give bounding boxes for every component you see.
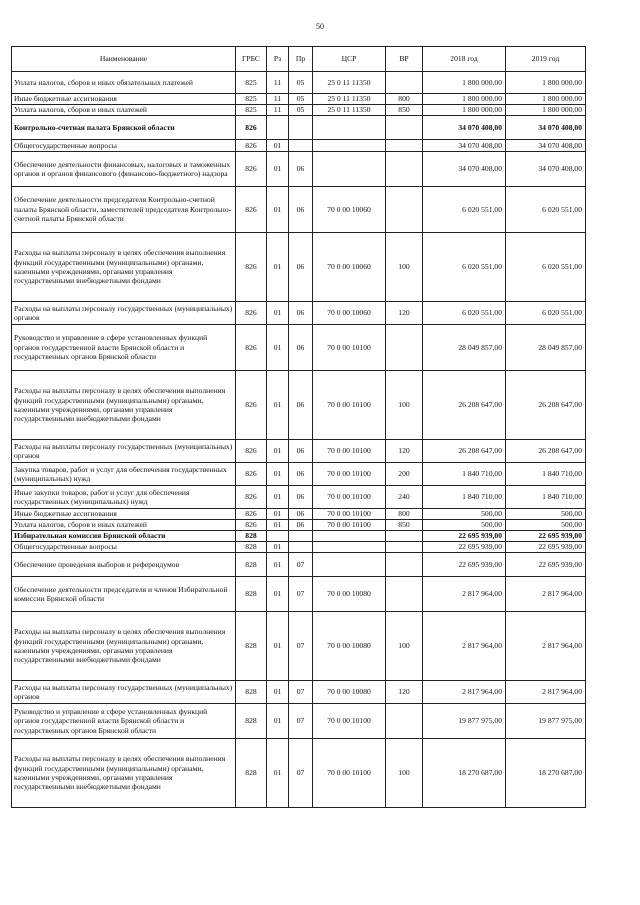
cell-grbs: 825 xyxy=(236,105,267,116)
cell-y2018: 2 817 964,00 xyxy=(423,612,506,681)
cell-rz: 01 xyxy=(267,187,289,233)
cell-y2018: 2 817 964,00 xyxy=(423,681,506,704)
col-header-grbs: ГРБС xyxy=(236,47,267,72)
cell-grbs: 828 xyxy=(236,531,267,542)
cell-y2019: 500,00 xyxy=(506,509,586,520)
cell-name: Иные бюджетные ассигнования xyxy=(12,509,236,520)
cell-y2018: 6 020 551,00 xyxy=(423,302,506,325)
table-row xyxy=(12,612,586,681)
cell-csr: 70 0 00 10080 xyxy=(313,577,386,612)
cell-y2018: 19 877 975,00 xyxy=(423,704,506,739)
cell-name: Общегосударственные вопросы xyxy=(12,140,236,152)
cell-rz: 01 xyxy=(267,302,289,325)
cell-name: Расходы на выплаты персоналу государственных (муниципальных) органов xyxy=(12,302,236,325)
cell-pr: 06 xyxy=(289,520,313,531)
cell-name: Иные бюджетные ассигнования xyxy=(12,94,236,105)
cell-y2018: 28 049 857,00 xyxy=(423,325,506,371)
table-row xyxy=(12,440,586,463)
cell-y2019: 34 070 408,00 xyxy=(506,140,586,152)
cell-vr xyxy=(386,325,423,371)
col-header-pr: Пр xyxy=(289,47,313,72)
cell-pr: 06 xyxy=(289,302,313,325)
cell-grbs: 826 xyxy=(236,302,267,325)
cell-csr: 70 0 00 10100 xyxy=(313,463,386,486)
cell-rz: 01 xyxy=(267,509,289,520)
cell-name: Обеспечение проведения выборов и референдумов xyxy=(12,553,236,577)
cell-grbs: 828 xyxy=(236,612,267,681)
table-row xyxy=(12,371,586,440)
cell-name: Уплата налогов, сборов и иных платежей xyxy=(12,520,236,531)
cell-grbs: 825 xyxy=(236,72,267,94)
cell-vr: 120 xyxy=(386,440,423,463)
cell-csr: 70 0 00 10060 xyxy=(313,302,386,325)
table-row xyxy=(12,553,586,577)
cell-name: Иные закупки товаров, работ и услуг для обеспечения государственных (муниципальных) нужд xyxy=(12,486,236,509)
cell-pr: 06 xyxy=(289,486,313,509)
cell-rz: 01 xyxy=(267,577,289,612)
cell-vr xyxy=(386,704,423,739)
cell-name: Обеспечение деятельности финансовых, налоговых и таможенных органов и органов финансового (финансово-бюджетного) надзора xyxy=(12,152,236,187)
cell-name: Обеспечение деятельности председателя Контрольно-счетной палаты Брянской области, заместителей председателя Контрольно-счетной палаты Брянской области xyxy=(12,187,236,233)
cell-y2019: 26 208 647,00 xyxy=(506,371,586,440)
cell-name: Контрольно-счетная палата Брянской области xyxy=(12,116,236,140)
cell-y2019: 34 070 408,00 xyxy=(506,116,586,140)
cell-vr: 800 xyxy=(386,94,423,105)
cell-y2019: 18 270 687,00 xyxy=(506,739,586,808)
cell-vr xyxy=(386,553,423,577)
table-row xyxy=(12,463,586,486)
cell-pr xyxy=(289,116,313,140)
cell-pr: 07 xyxy=(289,681,313,704)
cell-y2019: 1 800 000,00 xyxy=(506,72,586,94)
cell-grbs: 826 xyxy=(236,325,267,371)
cell-y2018: 500,00 xyxy=(423,520,506,531)
cell-csr: 70 0 00 10100 xyxy=(313,704,386,739)
cell-rz: 01 xyxy=(267,140,289,152)
cell-rz: 11 xyxy=(267,105,289,116)
cell-name: Расходы на выплаты персоналу в целях обеспечения выполнения функций государственными (муниципальными) органами, казенными учреждениями, органами управления государственными внебюджетными фондами xyxy=(12,371,236,440)
cell-name: Расходы на выплаты персоналу государственных (муниципальных) органов xyxy=(12,681,236,704)
cell-name: Избирательная комиссия Брянской области xyxy=(12,531,236,542)
cell-vr: 100 xyxy=(386,612,423,681)
cell-rz: 11 xyxy=(267,72,289,94)
cell-pr xyxy=(289,140,313,152)
cell-y2019: 34 070 408,00 xyxy=(506,152,586,187)
cell-y2019: 2 817 964,00 xyxy=(506,612,586,681)
table-row xyxy=(12,486,586,509)
table-row xyxy=(12,681,586,704)
table-row xyxy=(12,704,586,739)
cell-csr: 70 0 00 10100 xyxy=(313,739,386,808)
cell-y2018: 1 800 000,00 xyxy=(423,94,506,105)
col-header-csr: ЦСР xyxy=(313,47,386,72)
cell-grbs: 828 xyxy=(236,681,267,704)
cell-rz xyxy=(267,531,289,542)
table-row xyxy=(12,116,586,140)
cell-grbs: 826 xyxy=(236,116,267,140)
cell-csr: 25 0 11 11350 xyxy=(313,72,386,94)
cell-grbs: 826 xyxy=(236,140,267,152)
cell-y2018: 6 020 551,00 xyxy=(423,187,506,233)
cell-name: Уплата налогов, сборов и иных обязательных платежей xyxy=(12,72,236,94)
cell-y2019: 6 020 551,00 xyxy=(506,233,586,302)
cell-name: Расходы на выплаты персоналу в целях обеспечения выполнения функций государственными (муниципальными) органами, казенными учреждениями, органами управления государственными внебюджетными фондами xyxy=(12,612,236,681)
cell-rz: 01 xyxy=(267,152,289,187)
budget-table xyxy=(11,46,586,808)
cell-rz: 01 xyxy=(267,440,289,463)
cell-pr xyxy=(289,542,313,553)
cell-csr: 25 0 11 11350 xyxy=(313,94,386,105)
cell-pr: 06 xyxy=(289,463,313,486)
cell-grbs: 826 xyxy=(236,520,267,531)
cell-rz: 01 xyxy=(267,371,289,440)
cell-csr: 70 0 00 10100 xyxy=(313,325,386,371)
cell-pr: 06 xyxy=(289,325,313,371)
cell-rz: 01 xyxy=(267,520,289,531)
table-row xyxy=(12,302,586,325)
cell-y2018: 34 070 408,00 xyxy=(423,152,506,187)
cell-name: Расходы на выплаты персоналу государственных (муниципальных) органов xyxy=(12,440,236,463)
col-header-2019: 2019 год xyxy=(506,47,586,72)
cell-rz: 01 xyxy=(267,463,289,486)
cell-y2018: 26 208 647,00 xyxy=(423,440,506,463)
cell-rz: 01 xyxy=(267,325,289,371)
cell-csr: 70 0 00 10080 xyxy=(313,612,386,681)
cell-y2018: 22 695 939,00 xyxy=(423,542,506,553)
cell-pr: 07 xyxy=(289,739,313,808)
cell-pr: 05 xyxy=(289,105,313,116)
cell-y2018: 1 840 710,00 xyxy=(423,463,506,486)
cell-csr xyxy=(313,116,386,140)
cell-y2018: 18 270 687,00 xyxy=(423,739,506,808)
col-header-name: Наименование xyxy=(12,47,236,72)
cell-csr xyxy=(313,140,386,152)
table-header-row xyxy=(12,47,586,72)
table-row xyxy=(12,152,586,187)
table-row xyxy=(12,94,586,105)
cell-vr: 850 xyxy=(386,105,423,116)
table-row xyxy=(12,325,586,371)
cell-pr: 07 xyxy=(289,612,313,681)
cell-name: Закупка товаров, работ и услуг для обеспечения государственных (муниципальных) нужд xyxy=(12,463,236,486)
cell-grbs: 826 xyxy=(236,152,267,187)
cell-pr: 06 xyxy=(289,152,313,187)
cell-y2019: 1 840 710,00 xyxy=(506,486,586,509)
cell-vr: 120 xyxy=(386,302,423,325)
cell-rz: 01 xyxy=(267,233,289,302)
cell-pr: 05 xyxy=(289,72,313,94)
cell-vr xyxy=(386,577,423,612)
cell-csr: 70 0 00 10100 xyxy=(313,486,386,509)
cell-grbs: 826 xyxy=(236,440,267,463)
table-row xyxy=(12,72,586,94)
cell-csr: 70 0 00 10100 xyxy=(313,520,386,531)
cell-y2019: 26 208 647,00 xyxy=(506,440,586,463)
cell-grbs: 826 xyxy=(236,233,267,302)
cell-pr: 06 xyxy=(289,187,313,233)
cell-csr: 70 0 00 10080 xyxy=(313,681,386,704)
cell-grbs: 828 xyxy=(236,577,267,612)
cell-csr: 70 0 00 10060 xyxy=(313,233,386,302)
cell-csr xyxy=(313,542,386,553)
cell-grbs: 826 xyxy=(236,486,267,509)
cell-grbs: 825 xyxy=(236,94,267,105)
cell-vr: 120 xyxy=(386,681,423,704)
cell-csr: 70 0 00 10100 xyxy=(313,440,386,463)
cell-rz: 01 xyxy=(267,612,289,681)
cell-grbs: 826 xyxy=(236,463,267,486)
cell-y2019: 1 840 710,00 xyxy=(506,463,586,486)
cell-grbs: 826 xyxy=(236,371,267,440)
cell-y2018: 34 070 408,00 xyxy=(423,140,506,152)
cell-grbs: 828 xyxy=(236,704,267,739)
cell-y2019: 2 817 964,00 xyxy=(506,681,586,704)
cell-pr: 06 xyxy=(289,509,313,520)
cell-vr: 200 xyxy=(386,463,423,486)
cell-grbs: 826 xyxy=(236,509,267,520)
cell-vr xyxy=(386,542,423,553)
table-row xyxy=(12,531,586,542)
cell-rz: 01 xyxy=(267,739,289,808)
cell-y2018: 1 840 710,00 xyxy=(423,486,506,509)
cell-y2018: 500,00 xyxy=(423,509,506,520)
table-row xyxy=(12,187,586,233)
cell-rz xyxy=(267,116,289,140)
cell-pr: 06 xyxy=(289,440,313,463)
table-row xyxy=(12,233,586,302)
cell-pr: 07 xyxy=(289,704,313,739)
cell-rz: 01 xyxy=(267,553,289,577)
cell-csr: 70 0 00 10100 xyxy=(313,509,386,520)
table-row xyxy=(12,739,586,808)
col-header-2018: 2018 год xyxy=(423,47,506,72)
cell-y2019: 19 877 975,00 xyxy=(506,704,586,739)
cell-vr xyxy=(386,152,423,187)
cell-pr: 07 xyxy=(289,577,313,612)
cell-vr: 240 xyxy=(386,486,423,509)
cell-grbs: 828 xyxy=(236,739,267,808)
cell-pr: 06 xyxy=(289,371,313,440)
cell-y2018: 22 695 939,00 xyxy=(423,531,506,542)
cell-y2018: 22 695 939,00 xyxy=(423,553,506,577)
cell-rz: 01 xyxy=(267,542,289,553)
cell-y2019: 1 800 000,00 xyxy=(506,94,586,105)
cell-rz: 11 xyxy=(267,94,289,105)
cell-name: Руководство и управление в сфере установленных функций органов государственной власти Брянской области и государственных органов Брянской области xyxy=(12,325,236,371)
table-row xyxy=(12,577,586,612)
cell-pr: 06 xyxy=(289,233,313,302)
cell-vr: 100 xyxy=(386,371,423,440)
cell-y2018: 26 208 647,00 xyxy=(423,371,506,440)
table-body xyxy=(12,72,586,808)
cell-vr xyxy=(386,140,423,152)
cell-name: Уплата налогов, сборов и иных платежей xyxy=(12,105,236,116)
page-number: 50 xyxy=(316,22,324,31)
cell-pr xyxy=(289,531,313,542)
cell-csr: 70 0 00 10100 xyxy=(313,371,386,440)
cell-y2019: 22 695 939,00 xyxy=(506,553,586,577)
col-header-vr: ВР xyxy=(386,47,423,72)
cell-y2019: 1 800 000,00 xyxy=(506,105,586,116)
cell-csr xyxy=(313,152,386,187)
col-header-rz: Рз xyxy=(267,47,289,72)
cell-y2019: 28 049 857,00 xyxy=(506,325,586,371)
cell-rz: 01 xyxy=(267,681,289,704)
cell-grbs: 828 xyxy=(236,542,267,553)
cell-name: Расходы на выплаты персоналу в целях обеспечения выполнения функций государственными (муниципальными) органами, казенными учреждениями, органами управления государственными внебюджетными фондами xyxy=(12,739,236,808)
cell-name: Общегосударственные вопросы xyxy=(12,542,236,553)
table-row xyxy=(12,140,586,152)
cell-name: Руководство и управление в сфере установленных функций органов государственной власти Брянской области и государственных органов Брянской области xyxy=(12,704,236,739)
table-row xyxy=(12,520,586,531)
cell-vr xyxy=(386,116,423,140)
cell-y2018: 1 800 000,00 xyxy=(423,105,506,116)
cell-csr: 70 0 00 10060 xyxy=(313,187,386,233)
cell-y2019: 22 695 939,00 xyxy=(506,531,586,542)
cell-csr xyxy=(313,553,386,577)
cell-rz: 01 xyxy=(267,704,289,739)
cell-vr: 850 xyxy=(386,520,423,531)
cell-vr xyxy=(386,72,423,94)
cell-csr xyxy=(313,531,386,542)
cell-name: Обеспечение деятельности председателя и членов Избирательной комиссии Брянской области xyxy=(12,577,236,612)
cell-name: Расходы на выплаты персоналу в целях обеспечения выполнения функций государственными (муниципальными) органами, казенными учреждениями, органами управления государственными внебюджетными фондами xyxy=(12,233,236,302)
cell-vr: 100 xyxy=(386,233,423,302)
cell-vr xyxy=(386,531,423,542)
cell-pr: 05 xyxy=(289,94,313,105)
cell-y2019: 2 817 964,00 xyxy=(506,577,586,612)
cell-pr: 07 xyxy=(289,553,313,577)
cell-y2018: 1 800 000,00 xyxy=(423,72,506,94)
table-row xyxy=(12,542,586,553)
cell-grbs: 828 xyxy=(236,553,267,577)
cell-vr: 100 xyxy=(386,739,423,808)
cell-csr: 25 0 11 11350 xyxy=(313,105,386,116)
cell-y2018: 2 817 964,00 xyxy=(423,577,506,612)
cell-y2018: 6 020 551,00 xyxy=(423,233,506,302)
cell-y2019: 22 695 939,00 xyxy=(506,542,586,553)
cell-rz: 01 xyxy=(267,486,289,509)
cell-y2019: 6 020 551,00 xyxy=(506,302,586,325)
cell-grbs: 826 xyxy=(236,187,267,233)
cell-y2019: 6 020 551,00 xyxy=(506,187,586,233)
cell-vr: 800 xyxy=(386,509,423,520)
table-row xyxy=(12,509,586,520)
cell-y2018: 34 070 408,00 xyxy=(423,116,506,140)
cell-y2019: 500,00 xyxy=(506,520,586,531)
cell-vr xyxy=(386,187,423,233)
table-row xyxy=(12,105,586,116)
